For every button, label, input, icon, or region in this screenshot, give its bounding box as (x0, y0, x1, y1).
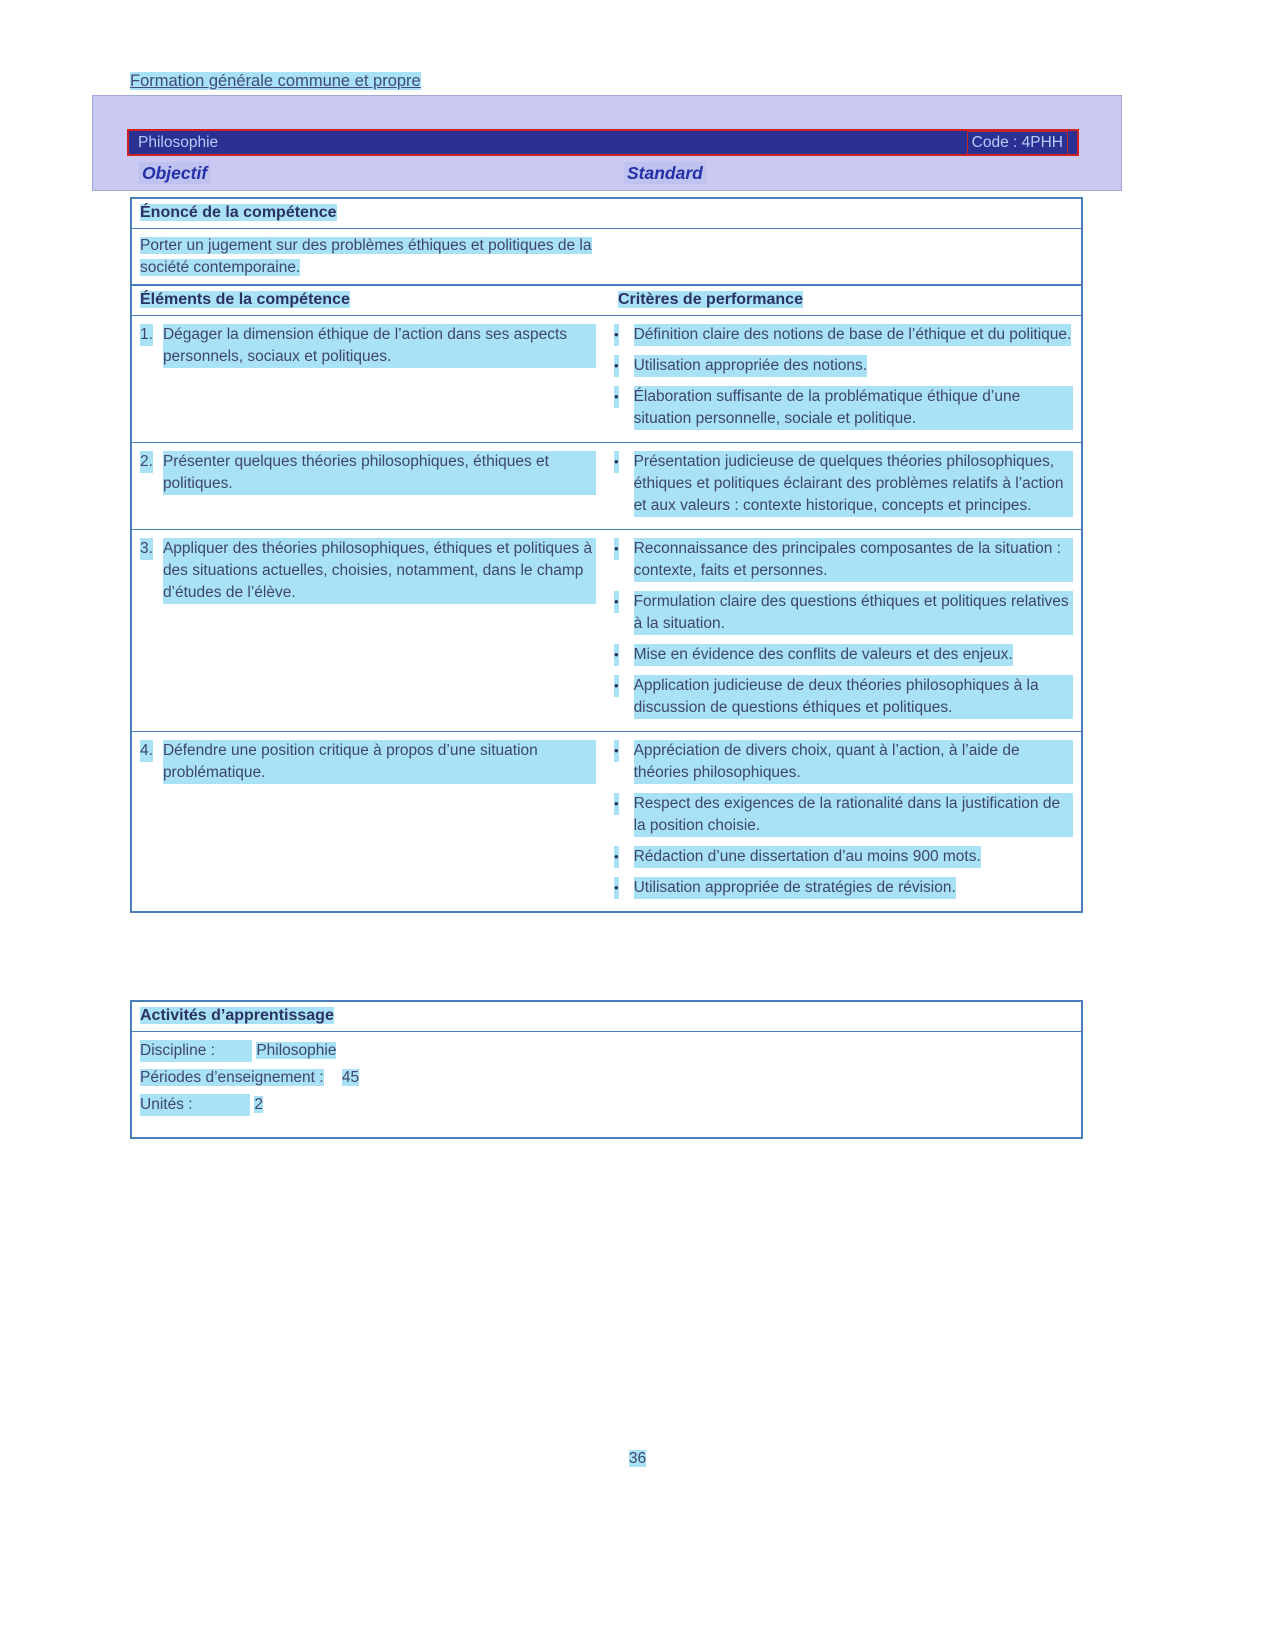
discipline-label: Discipline : (140, 1040, 252, 1062)
table-row (132, 443, 1081, 530)
criterion-item (610, 324, 1073, 346)
criterion-item (610, 877, 1073, 899)
elements-column-header: Éléments de la compétence (140, 291, 350, 308)
criterion-item (610, 644, 1073, 666)
activites-table (130, 1000, 1083, 1139)
bullet-icon: • (614, 451, 619, 473)
periodes-line (140, 1067, 1073, 1089)
element-number: 3. (140, 538, 153, 560)
periodes-label: Périodes d’enseignement : (140, 1069, 324, 1086)
criterion-text: Rédaction d’une dissertation d’au moins 900 mots. (634, 846, 981, 868)
criterion-text: Application judicieuse de deux théories philosophiques à la discussion de questions éthiques et politiques. (634, 675, 1073, 719)
criterion-text: Formulation claire des questions éthiques et politiques relatives à la situation. (634, 591, 1073, 635)
criterion-text: Respect des exigences de la rationalité dans la justification de la position choisie. (634, 793, 1073, 837)
bullet-icon: • (614, 538, 619, 560)
bullet-icon: • (614, 324, 619, 346)
unites-value: 2 (254, 1096, 263, 1113)
competence-table-header-row (132, 286, 1081, 316)
competence-table (130, 284, 1083, 913)
page-number: 36 (628, 1450, 647, 1467)
element-text: Appliquer des théories philosophiques, éthiques et politiques à des situations actuelles, choisies, notamment, dans le champ d’études de l’élève. (163, 538, 596, 604)
course-name: Philosophie (138, 133, 219, 151)
unites-line (140, 1094, 1073, 1116)
criterion-text: Reconnaissance des principales composantes de la situation : contexte, faits et personnes. (634, 538, 1073, 582)
element-cell (132, 451, 610, 517)
course-title-bar (127, 129, 1079, 156)
table-row (132, 530, 1081, 732)
standard-heading: Standard (624, 162, 706, 184)
criterion-item (610, 846, 1073, 868)
activites-title: Activités d’apprentissage (140, 1007, 334, 1024)
bullet-icon: • (614, 793, 619, 815)
criterion-text: Appréciation de divers choix, quant à l’action, à l’aide de théories philosophiques. (634, 740, 1073, 784)
criterion-item (610, 793, 1073, 837)
criterion-item (610, 386, 1073, 430)
criterion-item (610, 451, 1073, 517)
unites-label: Unités : (140, 1094, 250, 1116)
criterion-item (610, 675, 1073, 719)
criterion-text: Définition claire des notions de base de l’éthique et du politique. (634, 324, 1072, 346)
bullet-icon: • (614, 846, 619, 868)
enonce-table-header (132, 199, 1081, 229)
enonce-table-body (132, 229, 1081, 291)
criterion-item (610, 355, 1073, 377)
criteria-cell (610, 740, 1081, 899)
discipline-value: Philosophie (256, 1042, 337, 1059)
criterion-item (610, 591, 1073, 635)
criterion-item (610, 538, 1073, 582)
element-text: Dégager la dimension éthique de l’action dans ses aspects personnels, sociaux et politiques. (163, 324, 596, 368)
element-cell (132, 324, 610, 430)
element-cell (132, 740, 610, 899)
bullet-icon: • (614, 591, 619, 613)
top-label-text: Formation générale commune et propre (130, 72, 421, 90)
criterion-text: Élaboration suffisante de la problématique éthique d’une situation personnelle, sociale et politique. (634, 386, 1073, 430)
criterion-text: Mise en évidence des conflits de valeurs et des enjeux. (634, 644, 1013, 666)
periodes-value: 45 (341, 1069, 360, 1086)
criteria-cell (610, 324, 1081, 430)
element-text: Défendre une position critique à propos d’une situation problématique. (163, 740, 596, 784)
bullet-icon: • (614, 675, 619, 697)
activites-table-body (132, 1032, 1081, 1137)
table-row (132, 316, 1081, 443)
document-top-label (130, 70, 421, 92)
criterion-item (610, 740, 1073, 784)
criterion-text: Présentation judicieuse de quelques théories philosophiques, éthiques et politiques éclairant des problèmes relatifs à l’action et aux valeurs : contexte historique, concepts et principes. (634, 451, 1073, 517)
element-number: 4. (140, 740, 153, 762)
activites-table-header (132, 1002, 1081, 1032)
enonce-table (130, 197, 1083, 293)
element-cell (132, 538, 610, 719)
bullet-icon: • (614, 644, 619, 666)
element-text: Présenter quelques théories philosophiques, éthiques et politiques. (163, 451, 596, 495)
enonce-body-text: Porter un jugement sur des problèmes éthiques et politiques de la société contemporaine. (140, 237, 592, 276)
criterion-text: Utilisation appropriée de stratégies de révision. (634, 877, 956, 899)
discipline-line (140, 1040, 1073, 1062)
objectif-heading: Objectif (139, 162, 210, 184)
course-code: Code : 4PHH (967, 131, 1068, 155)
bullet-icon: • (614, 355, 619, 377)
criteres-column-header: Critères de performance (618, 291, 803, 308)
enonce-title: Énoncé de la compétence (140, 204, 337, 221)
criteria-cell (610, 451, 1081, 517)
bullet-icon: • (614, 386, 619, 408)
criteria-cell (610, 538, 1081, 719)
criterion-text: Utilisation appropriée des notions. (634, 355, 868, 377)
course-header-box (92, 95, 1122, 191)
element-number: 1. (140, 324, 153, 346)
bullet-icon: • (614, 740, 619, 762)
element-number: 2. (140, 451, 153, 473)
bullet-icon: • (614, 877, 619, 899)
table-row (132, 732, 1081, 911)
